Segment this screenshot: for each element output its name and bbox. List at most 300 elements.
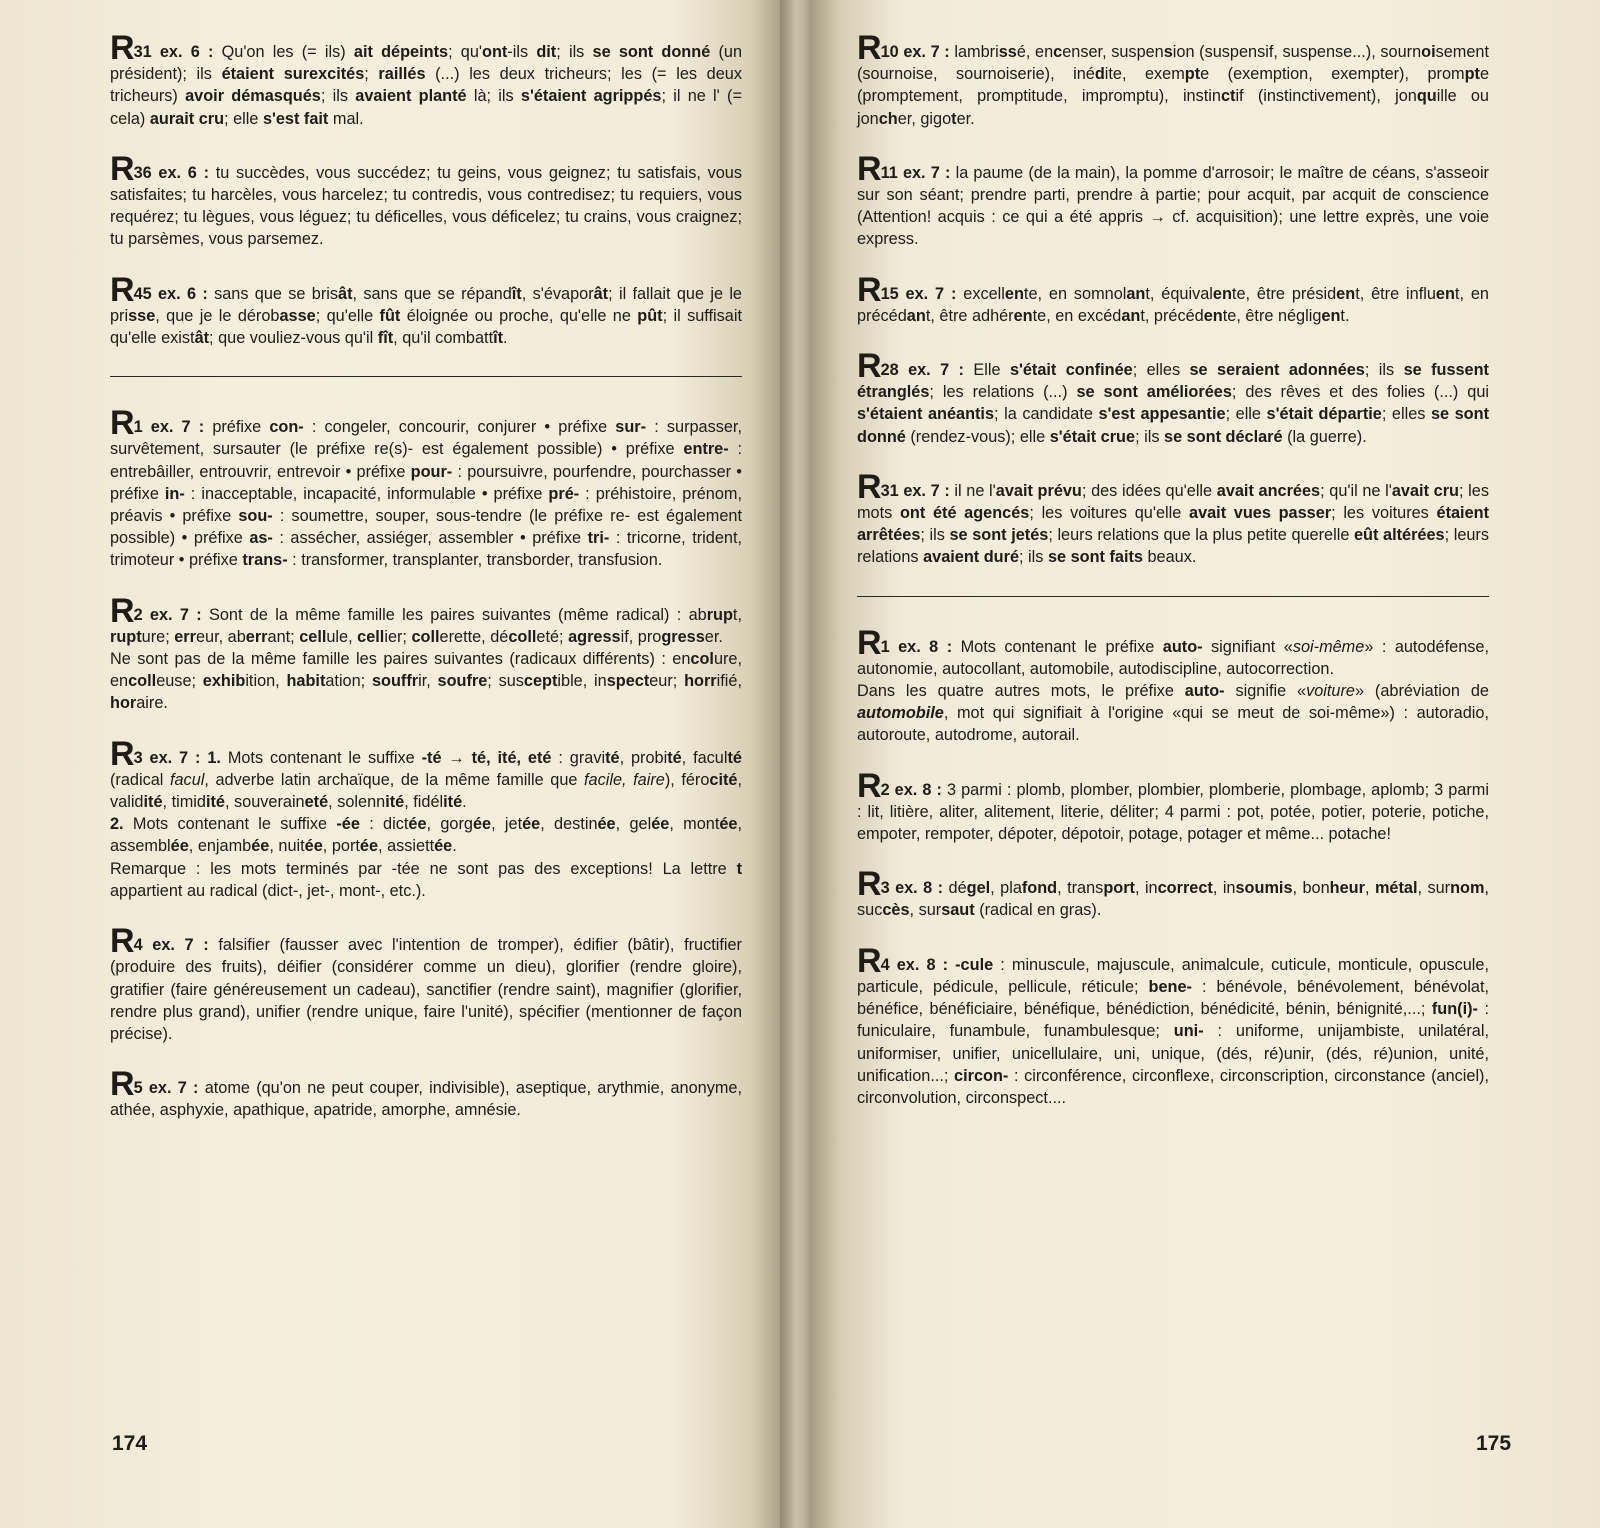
bold-text: étaient arrêtées xyxy=(857,504,1489,545)
body-text: er. xyxy=(956,109,975,128)
bold-text: rup xyxy=(706,605,733,624)
bold-text: -cule xyxy=(955,955,994,974)
ex7-section xyxy=(110,404,743,1121)
bold-text: s'étaient anéantis xyxy=(857,405,995,424)
bold-text: agress xyxy=(568,627,621,646)
body-text: euse; xyxy=(156,672,203,691)
bold-text: bene- xyxy=(1148,977,1192,996)
body-text: aire. xyxy=(136,694,168,713)
body-text: (un président); ils xyxy=(110,43,743,84)
body-text: : dict xyxy=(359,815,409,834)
bold-text: d xyxy=(1094,65,1105,84)
bold-text: avaient planté xyxy=(355,87,467,106)
exercise-ref: 4 ex. 8 : xyxy=(880,955,949,974)
bold-text: ée xyxy=(408,815,427,834)
body-text: ; qu' xyxy=(448,43,483,61)
answer-entry xyxy=(110,404,743,571)
answer-text xyxy=(857,467,1489,569)
body-text: er, gigo xyxy=(897,109,952,128)
bold-text: soufre xyxy=(437,672,488,691)
body-text: , enjamb xyxy=(188,837,252,856)
body-text: t. xyxy=(1340,306,1350,325)
bold-text: ée xyxy=(522,815,541,834)
bold-text: en xyxy=(1004,284,1024,303)
body-text: , gel xyxy=(615,815,652,834)
answer-text xyxy=(857,766,1489,846)
bold-text: coll xyxy=(508,627,537,646)
body-text: if, pro xyxy=(620,627,662,646)
body-text: 3 parmi : plomb, plomber, plombier, plomberie, plombage, aplomb; 3 parmi : lit, litière, aliter, alitement, literie, déliter; 4 parmi : pot, potée, potier, poterie, potiche, empoter, rempoter, dépoter, dépotoir, potage, potager et même... potache! xyxy=(857,780,1489,844)
body-text: -ils xyxy=(507,43,537,61)
body-text: : surpasser, survêtement, sursauter (le préfixe re(s)- est également possible) • préfixe xyxy=(110,418,742,459)
answer-text xyxy=(110,149,742,251)
bold-text: hor xyxy=(110,694,137,713)
body-text: ation; xyxy=(325,672,372,691)
rule-marker: R xyxy=(110,591,134,630)
body-text: ion (suspensif, suspense...), sourn xyxy=(1172,43,1422,61)
body-text: ite, exem xyxy=(1104,65,1185,84)
italic-text: soi-même xyxy=(1292,637,1365,656)
body-text: ; elles xyxy=(1132,361,1190,380)
body-text: , assiett xyxy=(378,837,435,856)
bold-text: ité xyxy=(443,793,463,812)
body-text: ier; xyxy=(384,627,412,646)
body-text: t, en précéd xyxy=(857,284,1489,325)
body-text: (radical en gras). xyxy=(974,901,1102,920)
bold-text: aurait cru xyxy=(149,109,225,128)
body-text: (radical xyxy=(110,770,170,789)
bold-text: ée xyxy=(359,837,379,856)
bold-text: ité xyxy=(143,793,163,812)
bold-text: an xyxy=(906,306,926,325)
answer-entry xyxy=(110,149,742,251)
bold-text: an xyxy=(1126,284,1146,303)
rule-marker: R xyxy=(110,270,134,309)
bold-text: in- xyxy=(164,484,185,503)
body-text: ille ou jon xyxy=(857,87,1489,128)
ex8-section xyxy=(857,623,1490,1109)
body-text: ition, xyxy=(245,672,287,691)
bold-text: -ée xyxy=(336,815,360,834)
bold-text: avait vues passer xyxy=(1189,504,1332,523)
body-text: , adverbe latin archaïque, de la même famille que xyxy=(204,770,585,789)
bold-text: étaient surexcités xyxy=(221,65,365,84)
body-text: , sur xyxy=(1417,879,1451,898)
body-text: , valid xyxy=(110,770,742,812)
answer-entry xyxy=(110,922,742,1045)
bold-text: horr xyxy=(684,672,717,691)
rule-marker: R xyxy=(857,347,881,386)
bold-text: oi xyxy=(1421,43,1436,61)
answer-entry xyxy=(857,623,1489,747)
bold-text: ît xyxy=(511,284,522,303)
body-text: eté; xyxy=(536,627,569,646)
body-text: mal. xyxy=(328,109,364,128)
answer-entry xyxy=(857,347,1490,448)
body-text: : tricorne, trident, trimoteur • préfixe xyxy=(110,529,743,570)
bold-text: s'était confinée xyxy=(1009,361,1133,380)
body-text: signifie « xyxy=(1224,682,1307,701)
answer-text xyxy=(110,1065,742,1121)
bold-text: t xyxy=(736,859,742,878)
bold-text: cell xyxy=(299,627,327,646)
body-text: , in xyxy=(1212,879,1236,898)
body-text: , souverain xyxy=(224,793,305,812)
body-text: (rendez-vous); elle xyxy=(905,427,1050,446)
bold-text: err xyxy=(174,627,196,646)
body-text: (...) les deux tricheurs; les (= les deux tricheurs) xyxy=(110,65,742,106)
body-text: ; il fallait que je le pri xyxy=(110,284,742,325)
bold-text: s'était crue xyxy=(1049,427,1136,446)
exercise-ref: 3 ex. 7 : xyxy=(133,748,201,767)
body-text: , destin xyxy=(540,815,598,834)
bold-text: s'étaient agrippés xyxy=(520,87,662,106)
body-text: ; leurs relations que la plus petite querelle xyxy=(1048,526,1354,545)
body-text: ifié, xyxy=(716,672,742,691)
body-text: , jet xyxy=(491,815,523,834)
bold-text: ée xyxy=(597,815,616,834)
body-text: t, être influ xyxy=(1355,284,1436,303)
body-text: , solenn xyxy=(328,793,386,812)
body-text: sans que se bris xyxy=(207,284,339,303)
bold-text: se sont donné xyxy=(857,405,1489,446)
bold-text: qu xyxy=(1416,87,1437,106)
bold-text: 1. xyxy=(207,748,221,767)
body-text: ; elle xyxy=(224,109,263,128)
body-text: lambri xyxy=(949,43,999,61)
body-text: , probi xyxy=(619,748,668,767)
body-text: ible, in xyxy=(557,672,607,691)
rule-marker: R xyxy=(857,467,881,506)
body-text: , sans que se répand xyxy=(352,284,512,303)
bold-text: auto- xyxy=(1184,682,1225,701)
body-text: ; les voitures qu'elle xyxy=(1029,504,1190,523)
answer-text xyxy=(110,270,742,350)
bold-text: se sont jetés xyxy=(949,526,1049,545)
bold-text: con- xyxy=(269,418,304,437)
answer-text xyxy=(857,623,1489,747)
bold-text: té xyxy=(667,748,682,767)
body-text: ; que vouliez-vous qu'il xyxy=(209,329,378,348)
body-text: , facul xyxy=(681,748,728,767)
body-text: ), féro xyxy=(664,770,710,789)
bold-text: an xyxy=(1121,306,1141,325)
body-text: , sur xyxy=(909,901,942,920)
body-text: ; ils xyxy=(1364,361,1404,380)
body-text: là; ils xyxy=(466,87,521,106)
answer-text xyxy=(857,270,1489,327)
bold-text: auto- xyxy=(1162,637,1203,656)
answer-entry xyxy=(857,270,1489,327)
italic-text: facile, faire xyxy=(584,770,665,789)
body-text: : uniforme, unijambiste, unilatéral, uniformiser, unifier, unicellulaire, uni, unique, (dés, ré)unir, (dés, ré)union, unité, unification...; xyxy=(857,1022,1489,1085)
body-text: , mot qui signifiait à l'origine «qui se meut de soi-même») : autoradio, autoroute, autodrome, autorail. xyxy=(857,704,1489,745)
body-text: enser, suspen xyxy=(1062,43,1164,61)
body-text: te, en somnol xyxy=(1023,284,1127,303)
body-text: Sont de la même famille les paires suivantes (même radical) : ab xyxy=(201,605,707,624)
bold-text: coll xyxy=(128,672,157,691)
right-column xyxy=(857,29,1490,1136)
body-text: ; ils xyxy=(920,526,950,545)
bold-text: avait cru xyxy=(1391,481,1459,500)
bold-text: dit xyxy=(536,43,557,61)
answer-entry xyxy=(110,270,742,350)
body-text: : soumettre, souper, sous-tendre (le préfixe re- est également possible) • préfixe xyxy=(110,507,742,548)
body-text: te, en excéd xyxy=(1032,306,1122,325)
body-text: ; sus xyxy=(487,672,524,691)
answer-text xyxy=(110,591,742,715)
body-text: ir, xyxy=(418,672,438,691)
body-text: ule, xyxy=(326,627,358,646)
bold-text: spect xyxy=(606,672,650,691)
bold-text: cès xyxy=(882,901,910,920)
bold-text: coll xyxy=(411,627,440,646)
body-text: Mots contenant le suffixe xyxy=(123,815,337,834)
bold-text: ch xyxy=(878,109,898,128)
bold-text: ss xyxy=(998,43,1017,61)
section-divider xyxy=(857,596,1489,597)
body-text: ure; xyxy=(141,627,175,646)
rule-marker: R xyxy=(110,404,134,443)
body-text: ; les voitures xyxy=(1331,504,1437,523)
body-text: falsifier (fausser avec l'intention de tromper), édifier (bâtir), fructifier (produire des fruits), déifier (considérer comme un dieu), glorifier (rendre gloire), gratifier (faire généreusement un cadeau), sanctifier (rendre saint), magnifier (glorifier, rendre plus grand), unifier (rendre unique, faire l'unité), spécifier (mentionner de façon précise). xyxy=(110,936,742,1043)
body-text: ; des rêves et des folies (...) qui xyxy=(1231,383,1490,402)
bold-text: asse xyxy=(279,306,316,325)
bold-text: rupt xyxy=(110,627,142,646)
rule-marker: R xyxy=(857,941,881,980)
bold-text: entre- xyxy=(683,440,729,459)
bold-text: se fussent étranglés xyxy=(857,361,1489,402)
body-text: : congeler, concourir, conjurer • préfixe xyxy=(303,418,616,437)
body-text: e (promptement, promptitude, impromptu), instin xyxy=(857,65,1489,106)
body-text: ; qu'elle xyxy=(315,306,380,325)
body-text: , que je le dérob xyxy=(155,306,280,325)
body-text: ; qu'il ne l' xyxy=(1320,481,1392,500)
body-text: ure, en xyxy=(110,650,742,691)
body-text: t, xyxy=(732,605,742,624)
bold-text: pt xyxy=(1464,65,1480,84)
bold-text: en xyxy=(1435,284,1455,303)
exercise-ref: 45 ex. 6 : xyxy=(133,284,208,303)
answer-text xyxy=(857,865,1489,921)
bold-text: ît xyxy=(493,329,504,348)
body-text: eur; xyxy=(649,672,685,691)
ex7-section xyxy=(857,29,1490,569)
bold-text: tri- xyxy=(587,529,610,548)
bold-text: sur- xyxy=(615,418,647,437)
bold-text: eût altérées xyxy=(1353,526,1445,545)
body-text: , s'évapor xyxy=(521,284,594,303)
bold-text: ée xyxy=(651,815,670,834)
body-text: éloignée ou proche, qu'elle ne xyxy=(400,306,638,325)
answer-text xyxy=(110,404,743,571)
bold-text: gress xyxy=(661,627,705,646)
body-text: ; il suffisait qu'elle exist xyxy=(110,306,742,348)
exercise-ref: 28 ex. 7 : xyxy=(880,361,964,380)
body-text: ant; xyxy=(267,627,300,646)
body-text: dé xyxy=(943,879,967,898)
body-text: te, être présid xyxy=(1231,284,1337,303)
bold-text: pour- xyxy=(410,462,453,481)
bold-text: ait dépeints xyxy=(353,43,449,61)
rule-marker: R xyxy=(857,270,881,309)
bold-text: se seraient adonnées xyxy=(1189,361,1365,380)
body-text: Qu'on les (= ils) xyxy=(213,43,354,61)
answer-text xyxy=(857,149,1489,251)
bold-text: ct xyxy=(1220,87,1236,106)
answer-entry xyxy=(110,1065,742,1121)
bold-text: souffr xyxy=(371,672,419,691)
bold-text: avait prévu xyxy=(995,481,1082,500)
bold-text: té xyxy=(605,748,620,767)
rule-marker: R xyxy=(110,922,134,961)
bold-text: fun(i)- xyxy=(1431,1000,1478,1019)
body-text: , timid xyxy=(162,793,206,812)
body-text: : préhistoire, prénom, préavis • préfixe xyxy=(110,484,742,526)
body-text: , in xyxy=(1134,879,1158,898)
rule-marker: R xyxy=(110,149,134,188)
bold-text: col xyxy=(690,650,714,669)
bold-text: avaient duré xyxy=(923,548,1019,567)
body-text: Mots contenant le préfixe xyxy=(952,637,1163,656)
exercise-ref: 1 ex. 8 : xyxy=(880,637,953,656)
bold-text: ât xyxy=(593,284,609,303)
italic-text: voiture xyxy=(1306,682,1355,701)
bold-text: cell xyxy=(357,627,385,646)
body-text: , fidél xyxy=(404,793,444,812)
body-text: » (abréviation de xyxy=(1354,682,1489,701)
bold-text: sou- xyxy=(238,507,273,526)
bold-text: -té → té, ité, eté xyxy=(421,748,552,767)
answer-text xyxy=(110,734,742,902)
exercise-ref: 3 ex. 8 : xyxy=(880,879,944,898)
exercise-ref: 4 ex. 7 : xyxy=(133,936,209,955)
bold-text: as- xyxy=(249,529,273,548)
body-text: tu succèdes, vous succédez; tu geins, vous geignez; tu satisfais, vous satisfaites; tu harcèles, vous harcelez; tu contredis, vous contredisez; tu requiers, vous requérez; tu lègues, vous léguez; tu déficelles, vous déficelez; tu crains, vous craignez; tu parsèmes, vous parsemez. xyxy=(110,163,742,249)
bold-text: sse xyxy=(128,306,156,325)
body-text: ; elles xyxy=(1381,405,1431,424)
bold-text: circon- xyxy=(954,1066,1009,1085)
answer-text xyxy=(110,922,742,1045)
body-text: t, être adhér xyxy=(925,306,1014,325)
bold-text: 2. xyxy=(110,815,124,834)
body-text: , bon xyxy=(1292,879,1330,898)
answer-entry xyxy=(857,941,1490,1109)
bold-text: s'est appesantie xyxy=(1098,405,1226,424)
bold-text: fût xyxy=(379,306,401,325)
bold-text: fît xyxy=(377,329,394,348)
body-text: er. xyxy=(704,627,723,646)
body-text: : circonférence, circonflexe, circonscription, circonstance (anciel), circonvolution, circonspect.... xyxy=(857,1066,1490,1107)
body-text: erette, dé xyxy=(439,627,509,646)
bold-text: ée xyxy=(304,837,323,856)
bold-text: en xyxy=(1321,306,1341,325)
body-text: ; leurs relations xyxy=(857,526,1489,567)
body-text: » : autodéfense, autonomie, autocollant, automobile, autodiscipline, autocorrection. xyxy=(857,637,1489,678)
bold-text: ont été agencés xyxy=(899,504,1030,523)
exercise-ref: 31 ex. 7 : xyxy=(880,481,950,500)
body-text: , trans xyxy=(1057,879,1104,898)
body-text: ; ils xyxy=(1019,548,1048,567)
rule-marker: R xyxy=(110,734,134,773)
body-text: ; ils xyxy=(1135,427,1165,446)
body-text: . xyxy=(462,793,467,812)
exercise-ref: 11 ex. 7 : xyxy=(880,163,951,182)
body-text: ; les relations (...) xyxy=(929,383,1077,402)
body-text: e (exemption, exempter), prom xyxy=(1200,65,1465,84)
rule-marker: R xyxy=(110,1065,134,1104)
exercise-ref: 5 ex. 7 : xyxy=(133,1079,199,1098)
left-column xyxy=(110,29,743,1149)
bold-text: err xyxy=(245,627,268,646)
rule-marker: R xyxy=(857,623,881,662)
body-text: : gravi xyxy=(551,748,606,767)
bold-text: port xyxy=(1103,879,1135,898)
answer-entry xyxy=(857,766,1489,846)
body-text: , port xyxy=(322,837,360,856)
body-text: : funiculaire, funambule, funambulesque; xyxy=(857,1000,1489,1041)
bold-text: s'est fait xyxy=(262,109,329,128)
rule-marker: R xyxy=(110,29,134,67)
body-text: signifiant « xyxy=(1202,637,1293,656)
bold-text: soumis xyxy=(1235,879,1293,898)
exercise-ref: 1 ex. 7 : xyxy=(133,418,205,437)
bold-text: en xyxy=(1336,284,1356,303)
bold-text: c xyxy=(1053,43,1063,61)
body-text: ; il ne l' (= cela) xyxy=(110,87,742,128)
body-text: : assécher, assiéger, assembler • préfixe xyxy=(272,529,588,548)
ex6-section xyxy=(110,29,743,349)
body-text: , suc xyxy=(857,879,1489,920)
bold-text: se sont donné xyxy=(592,43,711,61)
bold-text: s xyxy=(1163,43,1173,61)
body-text: Ne sont pas de la même famille les paires suivantes (radicaux différents) : en xyxy=(110,650,691,669)
bold-text: en xyxy=(1013,306,1033,325)
bold-text: cité xyxy=(709,770,738,789)
exercise-ref: 36 ex. 6 : xyxy=(133,163,209,182)
bold-text: habit xyxy=(286,672,326,691)
bold-text: automobile xyxy=(857,704,944,723)
bold-text: ité xyxy=(385,793,405,812)
rule-marker: R xyxy=(857,29,881,67)
body-text: : bénévole, bénévolement, bénévolat, bénéfice, bénéficiaire, bénéfique, bénédiction, bénédicité, bénin, bénignité,...; xyxy=(857,977,1489,1019)
exercise-ref: 2 ex. 7 : xyxy=(133,605,202,624)
body-text: t, précéd xyxy=(1140,306,1204,325)
body-text: : transformer, transplanter, transborder, transfusion. xyxy=(287,551,663,570)
answer-entry xyxy=(857,29,1489,130)
right-page xyxy=(810,0,1600,1528)
body-text: te, être néglig xyxy=(1222,306,1322,325)
bold-text: en xyxy=(1212,284,1232,303)
body-text: ; ils xyxy=(556,43,593,61)
bold-text: nom xyxy=(1450,879,1485,898)
bold-text: heur xyxy=(1329,879,1365,898)
italic-text: facul xyxy=(169,770,205,789)
bold-text: se sont faits xyxy=(1047,548,1143,567)
bold-text: ée xyxy=(472,815,492,834)
body-text: , nuit xyxy=(269,837,305,856)
body-text: : minuscule, majuscule, animalcule, cuticule, monticule, opuscule, particule, pédicule, pellicule, réticule; xyxy=(857,955,1489,996)
bold-text: trans- xyxy=(242,551,288,570)
bold-text: pré- xyxy=(548,484,580,503)
answer-entry xyxy=(857,865,1489,921)
page-number: 175 xyxy=(1476,1432,1512,1455)
body-text: préfixe xyxy=(204,418,270,437)
answer-text xyxy=(857,347,1490,448)
bold-text: correct xyxy=(1157,879,1213,898)
answer-entry xyxy=(857,467,1489,569)
bold-text: ât xyxy=(194,329,210,348)
